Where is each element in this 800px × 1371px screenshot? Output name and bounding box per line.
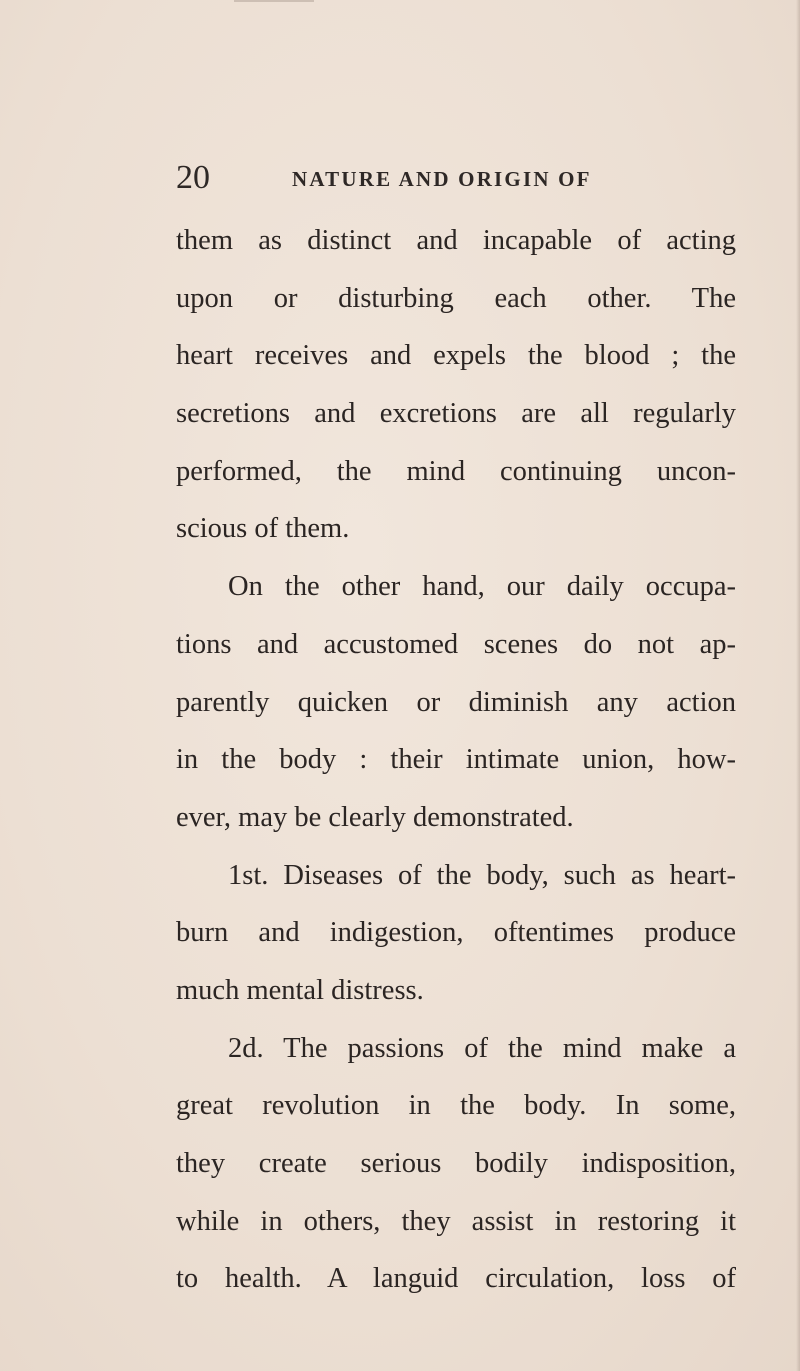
text-line: performed, the mind continuing uncon- — [176, 455, 736, 487]
text-line: scious of them. — [176, 513, 350, 545]
body-text — [176, 212, 736, 1308]
running-title: NATURE AND ORIGIN OF — [292, 167, 592, 191]
text-line: upon or disturbing each other. The — [176, 282, 736, 314]
text-line: great revolution in the body. In some, — [176, 1090, 736, 1122]
text-line: On the other hand, our daily occupa- — [228, 571, 736, 603]
text-line: ever, may be clearly demonstrated. — [176, 801, 574, 833]
page-number: 20 — [176, 159, 210, 196]
page-edge-shadow — [796, 0, 800, 1371]
text-line: 1st. Diseases of the body, such as heart- — [228, 859, 736, 891]
text-line: 2d. The passions of the mind make a — [228, 1032, 736, 1064]
text-line: burn and indigestion, oftentimes produce — [176, 917, 736, 949]
text-line: heart receives and expels the blood ; the — [176, 340, 736, 372]
text-line: them as distinct and incapable of acting — [176, 225, 736, 256]
text-line: they create serious bodily indisposition, — [176, 1148, 736, 1179]
text-line: while in others, they assist in restoring it — [176, 1205, 736, 1237]
text-line: parently quicken or diminish any action — [176, 686, 736, 718]
text-line: tions and accustomed scenes do not ap- — [176, 628, 736, 660]
text-line: to health. A languid circulation, loss of — [176, 1263, 736, 1295]
text-line: secretions and excretions are all regularly — [176, 398, 736, 430]
page-header — [176, 158, 736, 198]
text-line: in the body : their intimate union, how- — [176, 744, 736, 776]
page-top-mark — [234, 0, 314, 2]
text-line: much mental distress. — [176, 974, 424, 1006]
